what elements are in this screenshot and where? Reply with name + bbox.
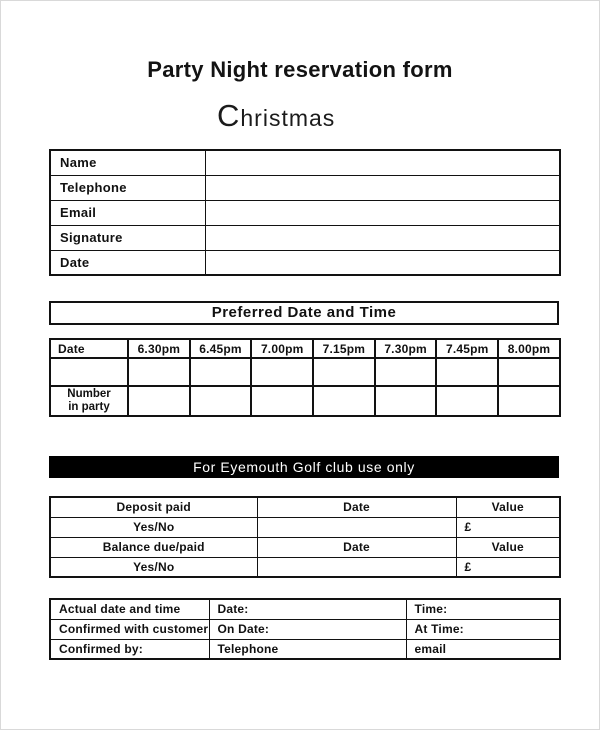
times-header-row bbox=[50, 339, 560, 358]
balance-value-label: Value bbox=[456, 537, 560, 557]
confirmed-email-field[interactable]: email bbox=[406, 639, 560, 659]
form-subtitle: Christmas bbox=[217, 98, 336, 133]
signature-label: Signature bbox=[50, 225, 205, 250]
deposit-table bbox=[49, 496, 561, 578]
signature-field[interactable] bbox=[205, 225, 560, 250]
confirmed-at-time-field[interactable]: At Time: bbox=[406, 619, 560, 639]
confirmation-table bbox=[49, 598, 561, 660]
party-size-cell[interactable] bbox=[498, 386, 560, 416]
deposit-paid-label: Deposit paid bbox=[50, 497, 257, 517]
actual-date-field[interactable]: Date: bbox=[209, 599, 406, 619]
date-field[interactable] bbox=[205, 250, 560, 275]
preferred-times-table bbox=[49, 338, 561, 417]
date-entry-row bbox=[50, 358, 560, 386]
email-label: Email bbox=[50, 200, 205, 225]
form-title: Party Night reservation form bbox=[147, 57, 453, 82]
time-choice-cell[interactable] bbox=[190, 358, 252, 386]
actual-datetime-row bbox=[50, 599, 560, 619]
party-size-cell[interactable] bbox=[375, 386, 437, 416]
deposit-header-row bbox=[50, 497, 560, 517]
col-header-800pm: 8.00pm bbox=[498, 339, 560, 358]
balance-date-cell[interactable] bbox=[257, 557, 456, 577]
party-size-cell[interactable] bbox=[128, 386, 190, 416]
table-row bbox=[50, 175, 560, 200]
telephone-label: Telephone bbox=[50, 175, 205, 200]
balance-due-label: Balance due/paid bbox=[50, 537, 257, 557]
party-size-cell[interactable] bbox=[313, 386, 375, 416]
date-label: Date bbox=[50, 250, 205, 275]
club-use-banner: For Eyemouth Golf club use only bbox=[49, 456, 559, 478]
time-choice-cell[interactable] bbox=[375, 358, 437, 386]
time-choice-cell[interactable] bbox=[436, 358, 498, 386]
email-field[interactable] bbox=[205, 200, 560, 225]
date-entry-cell[interactable] bbox=[50, 358, 128, 386]
balance-amount-cell[interactable]: £ bbox=[456, 557, 560, 577]
confirmed-by-row bbox=[50, 639, 560, 659]
telephone-field[interactable] bbox=[205, 175, 560, 200]
time-choice-cell[interactable] bbox=[313, 358, 375, 386]
contact-table bbox=[49, 149, 561, 276]
time-choice-cell[interactable] bbox=[498, 358, 560, 386]
table-row bbox=[50, 200, 560, 225]
actual-datetime-label: Actual date and time bbox=[50, 599, 209, 619]
number-label-line2: in party bbox=[68, 401, 110, 413]
confirmed-telephone-field[interactable]: Telephone bbox=[209, 639, 406, 659]
time-choice-cell[interactable] bbox=[128, 358, 190, 386]
time-choice-cell[interactable] bbox=[251, 358, 313, 386]
name-label: Name bbox=[50, 150, 205, 175]
deposit-date-cell[interactable] bbox=[257, 517, 456, 537]
party-size-cell[interactable] bbox=[436, 386, 498, 416]
col-header-date: Date bbox=[50, 339, 128, 358]
col-header-715pm: 7.15pm bbox=[313, 339, 375, 358]
preferred-section-header: Preferred Date and Time bbox=[49, 301, 559, 325]
col-header-730pm: 7.30pm bbox=[375, 339, 437, 358]
balance-yesno-cell[interactable]: Yes/No bbox=[50, 557, 257, 577]
confirmed-by-field[interactable]: Confirmed by: bbox=[50, 639, 209, 659]
table-row bbox=[50, 250, 560, 275]
deposit-entry-row bbox=[50, 517, 560, 537]
col-header-645pm: 6.45pm bbox=[190, 339, 252, 358]
table-row bbox=[50, 150, 560, 175]
number-in-party-label bbox=[50, 386, 128, 416]
party-size-cell[interactable] bbox=[251, 386, 313, 416]
confirmed-with-customer-label: Confirmed with customer bbox=[50, 619, 209, 639]
balance-header-row bbox=[50, 537, 560, 557]
balance-date-label: Date bbox=[257, 537, 456, 557]
actual-time-field[interactable]: Time: bbox=[406, 599, 560, 619]
deposit-date-label: Date bbox=[257, 497, 456, 517]
deposit-amount-cell[interactable]: £ bbox=[456, 517, 560, 537]
party-size-cell[interactable] bbox=[190, 386, 252, 416]
balance-entry-row bbox=[50, 557, 560, 577]
table-row bbox=[50, 225, 560, 250]
name-field[interactable] bbox=[205, 150, 560, 175]
number-label-line1: Number bbox=[67, 388, 111, 400]
col-header-745pm: 7.45pm bbox=[436, 339, 498, 358]
deposit-yesno-cell[interactable]: Yes/No bbox=[50, 517, 257, 537]
number-in-party-row bbox=[50, 386, 560, 416]
col-header-630pm: 6.30pm bbox=[128, 339, 190, 358]
confirmed-on-date-field[interactable]: On Date: bbox=[209, 619, 406, 639]
col-header-700pm: 7.00pm bbox=[251, 339, 313, 358]
confirmed-with-customer-row bbox=[50, 619, 560, 639]
deposit-value-label: Value bbox=[456, 497, 560, 517]
